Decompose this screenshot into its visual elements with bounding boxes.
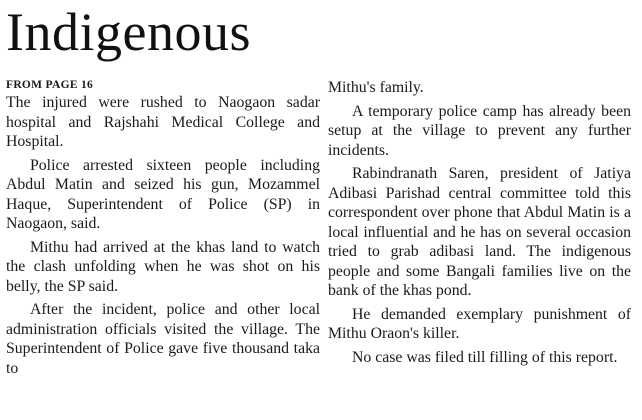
article-paragraph: The injured were rushed to Naogaon sadar hospital and Rajshahi Medical College and Hospital. (6, 94, 320, 150)
article-column-left (6, 78, 320, 382)
article-column-right (328, 78, 631, 371)
article-paragraph: Police arrested sixteen people including Abdul Matin and seized his gun, Mozammel Haque, Superintendent of Police (SP) in Naogaon, said. (6, 156, 320, 232)
article-paragraph: Mithu's family. (328, 79, 424, 96)
continued-from-label: FROM PAGE 16 (6, 79, 94, 91)
article-paragraph: Rabindranath Saren, president of Jatiya Adibasi Parishad central committee told this correspondent over phone that Abdul Matin is a local influential and he has on several occasion tried to grab adibasi land. The indigenous people and some Bangali families live on the bank of the khas pond. (328, 165, 631, 299)
article-paragraph: He demanded exemplary punishment of Mithu Oraon's killer. (328, 305, 631, 342)
article-paragraph: A temporary police camp has already been setup at the village to prevent any further incidents. (328, 102, 631, 159)
article-paragraph: No case was filed till filling of this report. (352, 348, 618, 366)
headline: Indigenous (6, 2, 251, 62)
article-paragraph: Mithu had arrived at the khas land to watch the clash unfolding when he was shot on his belly, the SP said. (6, 238, 320, 295)
article-paragraph: After the incident, police and other local administration officials visited the village. The Superintendent of Police gave five thousand taka to (6, 301, 320, 377)
